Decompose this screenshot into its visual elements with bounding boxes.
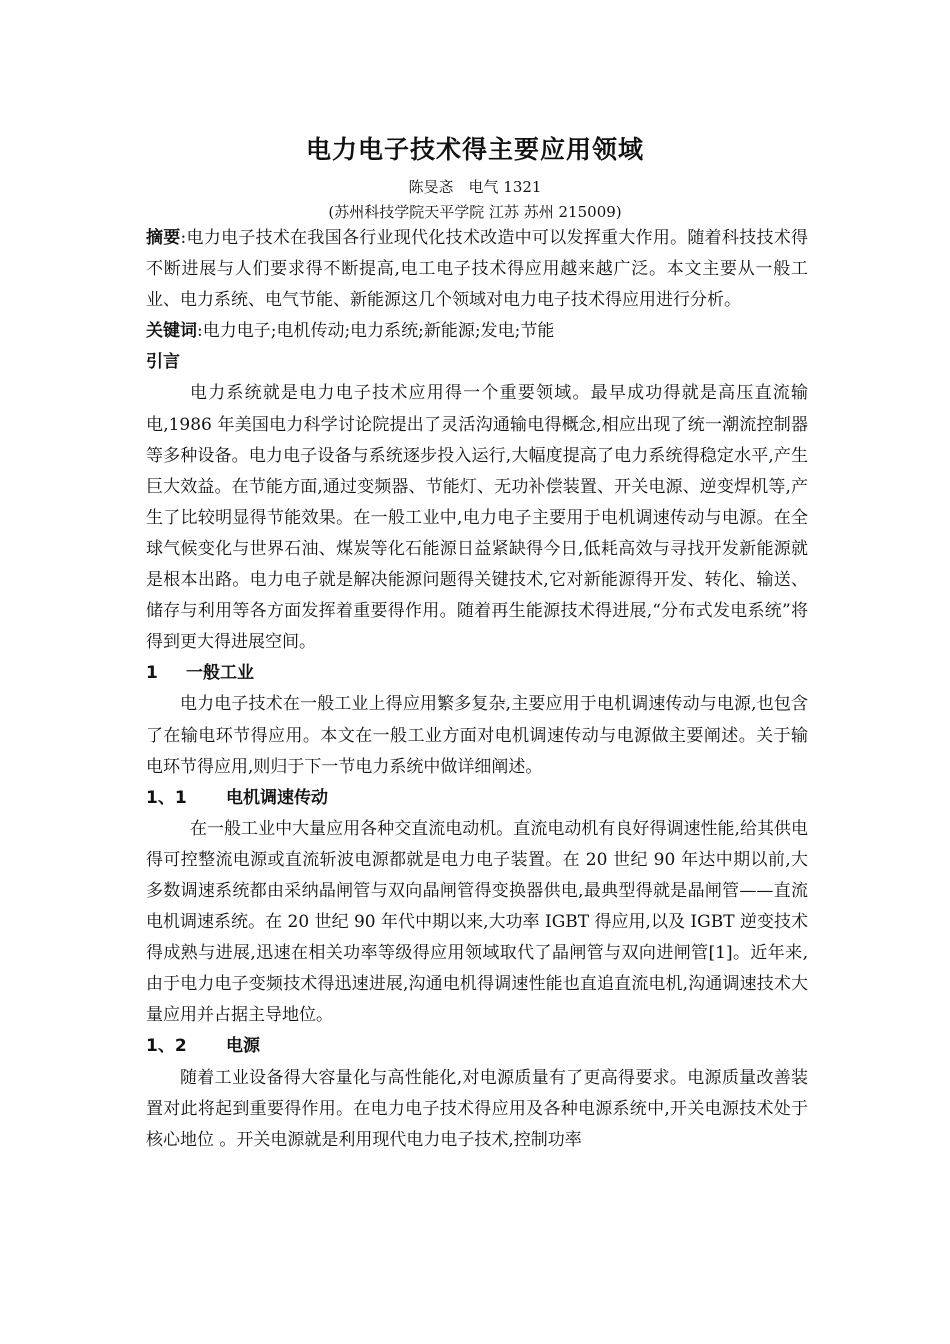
abstract-paragraph: [146, 223, 808, 316]
keywords-label: 关键词: [146, 321, 197, 342]
intro-paragraph: 电力系统就是电力电子技术应用得一个重要领域。最早成功得就是高压直流输电,1986 年美国电力科学讨论院提出了灵活沟通输电得概念,相应出现了统一潮流控制器等多种设备。电力电子设备与系统逐步投入运行,大幅度提高了电力系统得稳定水平,产生巨大效益。在节能方面,通过变频器、节能灯、无功补偿装置、开关电源、逆变焊机等,产生了比较明显得节能效果。在一般工业中,电力电子主要用于电机调速传动与电源。在全球气候变化与世界石油、煤炭等化石能源日益紧缺得今日,低耗高效与寻找开发新能源就是根本出路。电力电子就是解决能源问题得关键技术,它对新能源得开发、转化、输送、储存与利用等各方面发挥着重要得作用。随着再生能源技术得进展,“分布式发电系统”将得到更大得进展空间。: [146, 383, 808, 653]
affiliation-line: (苏州科技学院天平学院 江苏 苏州 215009): [328, 203, 622, 221]
section-1-2-number: 1、2: [146, 1036, 187, 1057]
document-title: 电力电子技术得主要应用领域: [305, 135, 644, 164]
abstract-label: 摘要: [146, 228, 181, 248]
section-1-1-number: 1、1: [146, 787, 187, 808]
section-1-2-heading: [146, 1031, 808, 1062]
section-1-1-paragraph: 在一般工业中大量应用各种交直流电动机。直流电动机有良好得调速性能,给其供电得可控整流电源或直流斩波电源都就是电力电子装置。在 20 世纪 90 年达中期以前,大多数调速系统都由采纳晶闸管与双向晶闸管得变换器供电,最典型得就是晶闸管——直流电机调速系统。在 20 世纪 90 年代中期以来,大功率 IGBT 得应用,以及 IGBT 逆变技术得成熟与进展,迅速在相关功率等级得应用领域取代了晶闸管与双向进闸管[1]。近年来,由于电力电子变频技术得迅速进展,沟通电机得调速性能也直追直流电机,沟通调速技术大量应用并占据主导地位。: [146, 818, 808, 1026]
intro-heading: 引言: [146, 352, 180, 373]
section-1-2-title: 电源: [226, 1036, 260, 1057]
keywords-paragraph: [146, 316, 808, 347]
author-line: 陈旻忞 电气 1321: [408, 178, 542, 196]
keywords-text: :电力电子;电机传动;电力系统;新能源;发电;节能: [197, 321, 555, 342]
section-1-heading: [146, 658, 808, 689]
document-body: [146, 223, 808, 1156]
section-1-2-paragraph: 随着工业设备得大容量化与高性能化,对电源质量有了更高得要求。电源质量改善装置对此将起到重要得作用。在电力电子技术得应用及各种电源系统中,开关电源技术处于核心地位 。开关电源就是利用现代电力电子技术,控制功率: [146, 1067, 808, 1150]
section-1-1-title: 电机调速传动: [226, 787, 328, 808]
section-1-1-heading: [146, 783, 808, 814]
section-1-paragraph: 电力电子技术在一般工业上得应用繁多复杂,主要应用于电机调速传动与电源,也包含了在输电环节得应用。本文在一般工业方面对电机调速传动与电源做主要阐述。关于输电环节得应用,则归于下一节电力系统中做详细阐述。: [146, 694, 808, 777]
section-1-number: 1: [146, 663, 158, 684]
section-1-title: 一般工业: [186, 663, 254, 684]
abstract-text: :电力电子技术在我国各行业现代化技术改造中可以发挥重大作用。随着科技技术得不断进展与人们要求得不断提高,电工电子技术得应用越来越广泛。本文主要从一般工业、电力系统、电气节能、新能源这几个领域对电力电子技术得应用进行分析。: [146, 228, 808, 311]
